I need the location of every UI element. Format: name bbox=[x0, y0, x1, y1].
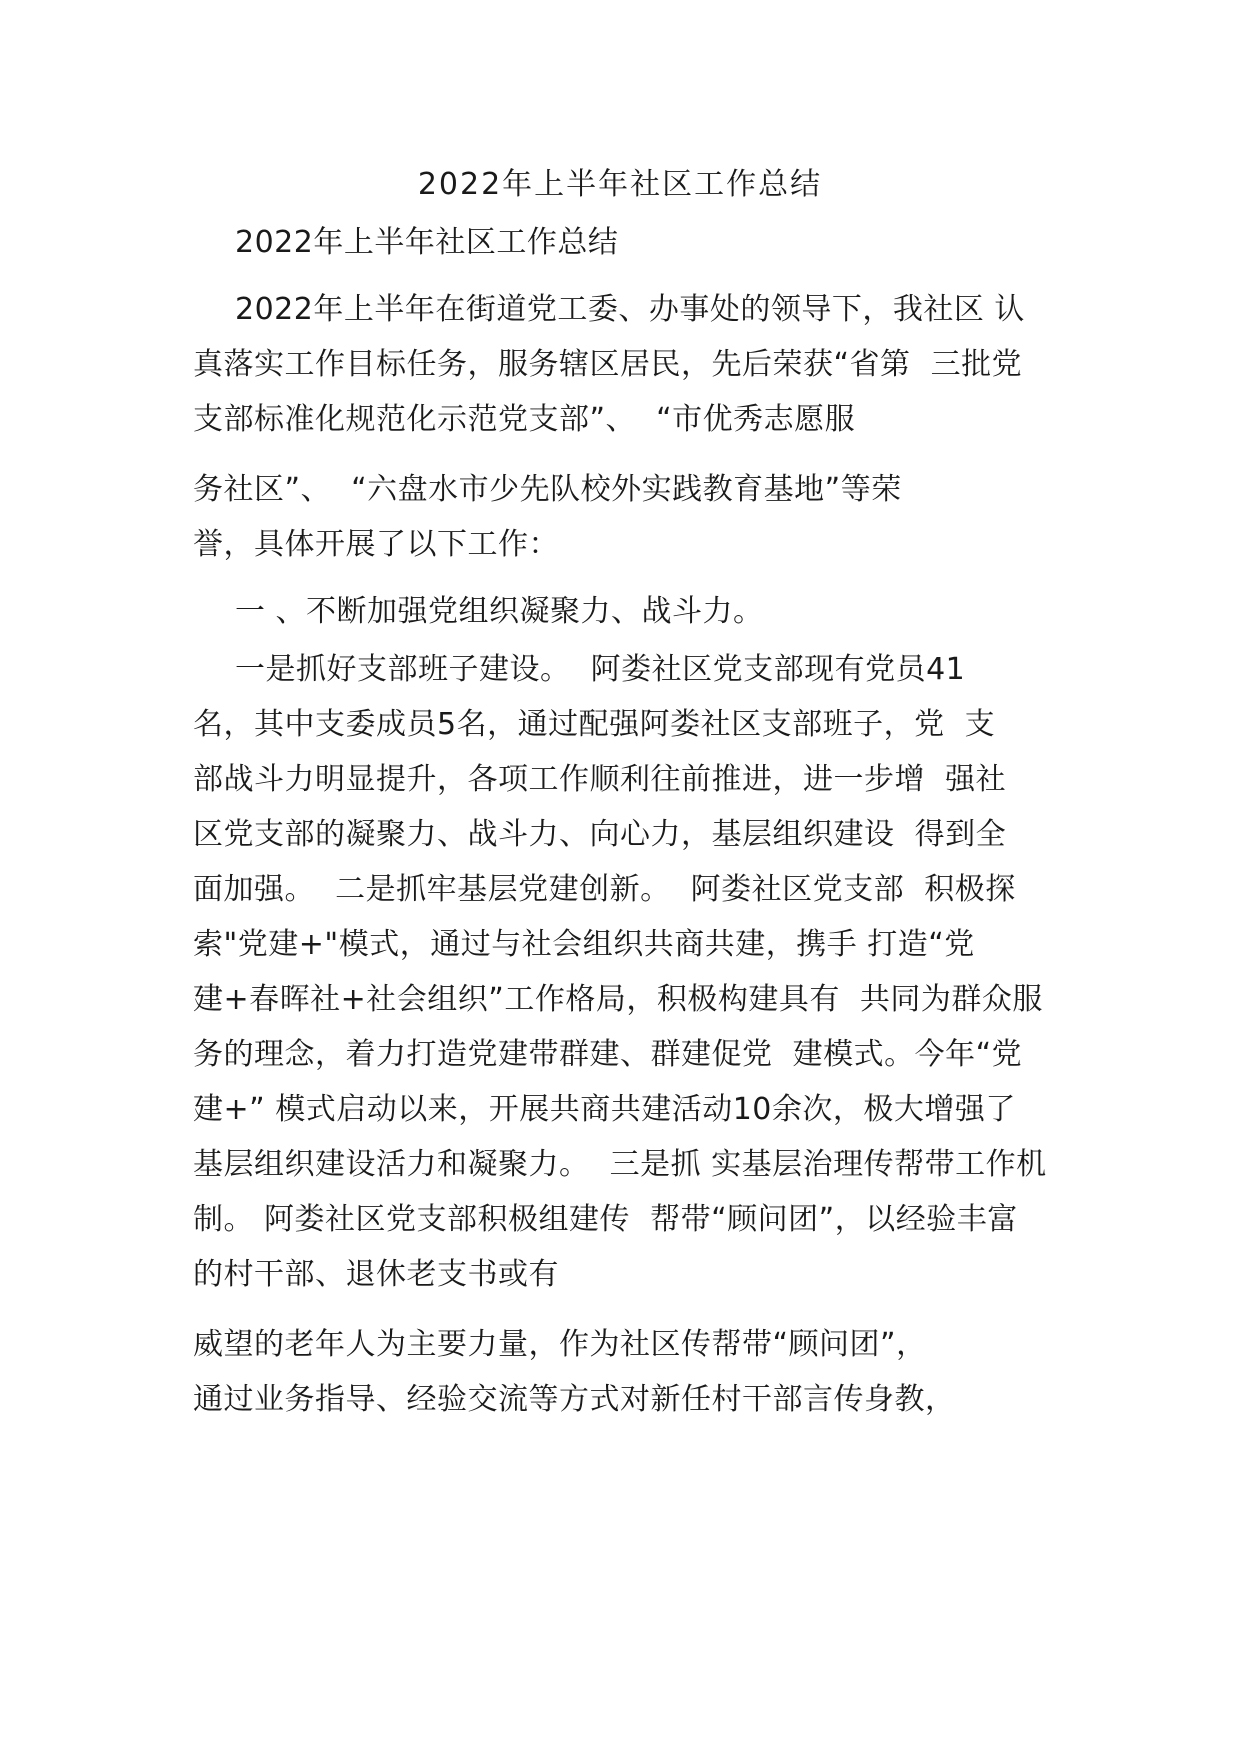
paragraph-line: 威望的老年人为主要力量，作为社区传帮带“顾问团”， bbox=[193, 1327, 927, 1362]
paragraph-line: 一是抓好支部班子建设。 阿娄社区党支部现有党员41 bbox=[235, 652, 966, 687]
paragraph-line: 面加强。 二是抓牢基层党建创新。 阿娄社区党支部 积极探 bbox=[193, 872, 1016, 907]
section-heading: 一 、不断加强党组织凝聚力、战斗力。 bbox=[235, 594, 764, 629]
paragraph-line: 索"党建+"模式，通过与社会组织共商共建，携手 打造“党 bbox=[193, 927, 975, 962]
document-title: 2022年上半年社区工作总结 bbox=[417, 167, 823, 202]
paragraph-line: 务社区”、 “六盘水市少先队校外实践教育基地”等荣 bbox=[193, 472, 902, 507]
paragraph-line: 真落实工作目标任务，服务辖区居民，先后荣获“省第 三批党 bbox=[193, 347, 1023, 382]
paragraph-line: 区党支部的凝聚力、战斗力、向心力，基层组织建设 得到全 bbox=[193, 817, 1007, 852]
document-subtitle: 2022年上半年社区工作总结 bbox=[235, 225, 619, 260]
paragraph-line: 建+” 模式启动以来，开展共商共建活动10余次，极大增强了 bbox=[193, 1092, 1016, 1127]
paragraph-line: 基层组织建设活力和凝聚力。 三是抓 实基层治理传帮带工作机 bbox=[193, 1147, 1047, 1182]
paragraph-line: 制。 阿娄社区党支部积极组建传 帮带“顾问团”，以经验丰富 bbox=[193, 1202, 1018, 1237]
paragraph-line: 务的理念，着力打造党建带群建、群建促党 建模式。今年“党 bbox=[193, 1037, 1023, 1072]
paragraph-line: 部战斗力明显提升，各项工作顺利往前推进，进一步增 强社 bbox=[193, 762, 1007, 797]
paragraph-line: 2022年上半年在街道党工委、办事处的领导下，我社区 认 bbox=[235, 292, 1025, 327]
paragraph-line: 支部标准化规范化示范党支部”、 “市优秀志愿服 bbox=[193, 402, 856, 437]
paragraph-line: 的村干部、退休老支书或有 bbox=[193, 1257, 559, 1292]
paragraph-line: 通过业务指导、经验交流等方式对新任村干部言传身教， bbox=[193, 1382, 956, 1417]
paragraph-line: 建+春晖社+社会组织”工作格局，积极构建具有 共同为群众服 bbox=[193, 982, 1043, 1017]
paragraph-line: 誉，具体开展了以下工作： bbox=[193, 527, 559, 562]
paragraph-line: 名，其中支委成员5名，通过配强阿娄社区支部班子，党 支 bbox=[193, 707, 996, 742]
